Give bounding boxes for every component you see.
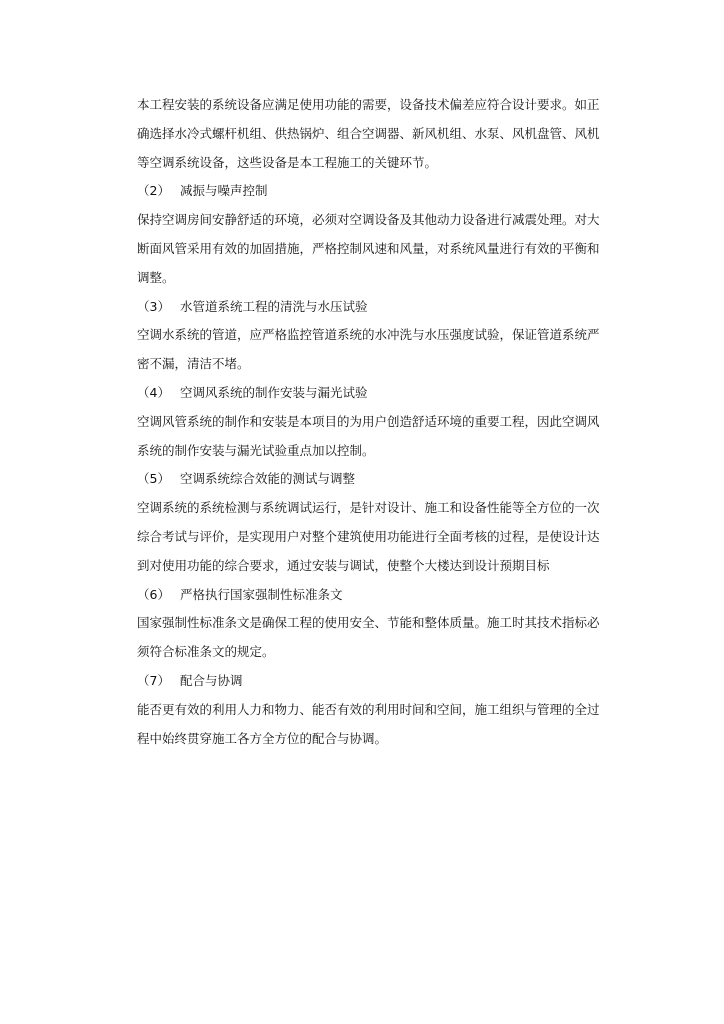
section-3 [137, 293, 617, 379]
section-heading [137, 177, 617, 206]
section-number: （4） [137, 384, 170, 400]
text-line: 保持空调房间安静舒适的环境，必须对空调设备及其他动力设备进行减震处理。对大 [137, 212, 600, 228]
document-page [137, 91, 617, 753]
text-line: 等空调系统设备，这些设备是本工程施工的关键环节。 [137, 154, 438, 170]
text-line: 空调水系统的管道，应严格监控管道系统的水冲洗与水压强度试验，保证管道系统严 [137, 327, 600, 343]
section-number: （3） [137, 298, 170, 314]
section-heading [137, 293, 617, 322]
section-heading [137, 581, 617, 610]
section-2 [137, 177, 617, 292]
text-line: 调整。 [137, 269, 175, 285]
text-line: 系统的制作安装与漏光试验重点加以控制。 [137, 442, 375, 458]
text-line: 空调系统的系统检测与系统调试运行，是针对设计、施工和设备性能等全方位的一次 [137, 500, 600, 516]
section-number: （6） [137, 586, 170, 602]
section-number: （5） [137, 471, 170, 487]
text-line: 国家强制性标准条文是确保工程的使用安全、节能和整体质量。施工时其技术指标必 [137, 615, 600, 631]
section-title: 严格执行国家强制性标准条文 [180, 586, 343, 602]
text-line: 本工程安装的系统设备应满足使用功能的需要，设备技术偏差应符合设计要求。如正 [137, 97, 600, 112]
text-line: 到对使用功能的综合要求，通过安装与调试，使整个大楼达到设计预期目标 [137, 557, 550, 573]
section-number: （2） [137, 183, 170, 199]
section-title: 水管道系统工程的清洗与水压试验 [180, 298, 368, 314]
text-line: 空调风管系统的制作和安装是本项目的为用户创造舒适环境的重要工程，因此空调风 [137, 413, 600, 429]
text-line: 密不漏，清洁不堵。 [137, 356, 250, 372]
section-heading [137, 379, 617, 408]
text-line: 能否更有效的利用人力和物力、能否有效的利用时间和空间，施工组织与管理的全过 [137, 701, 600, 717]
section-title: 配合与协调 [180, 672, 243, 688]
section-number: （7） [137, 672, 170, 688]
section-5 [137, 465, 617, 580]
text-line: 综合考试与评价，是实现用户对整个建筑使用功能进行全面考核的过程，是使设计达 [137, 528, 600, 544]
section-title: 空调系统综合效能的测试与调整 [180, 471, 356, 487]
section-heading [137, 667, 617, 696]
section-7 [137, 667, 617, 753]
text-line: 程中始终贯穿施工各方全方位的配合与协调。 [137, 730, 388, 746]
section-heading [137, 465, 617, 494]
intro-paragraph [137, 91, 617, 177]
section-4 [137, 379, 617, 465]
section-title: 空调风系统的制作安装与漏光试验 [180, 384, 368, 400]
text-line: 须符合标准条文的规定。 [137, 644, 275, 660]
text-line: 确选择水冷式螺杆机组、供热锅炉、组合空调器、新风机组、水泵、风机盘管、风机 [137, 125, 600, 141]
section-6 [137, 581, 617, 667]
text-line: 断面风管采用有效的加固措施，严格控制风速和风量，对系统风量进行有效的平衡和 [137, 240, 600, 256]
section-title: 减振与噪声控制 [180, 183, 268, 199]
